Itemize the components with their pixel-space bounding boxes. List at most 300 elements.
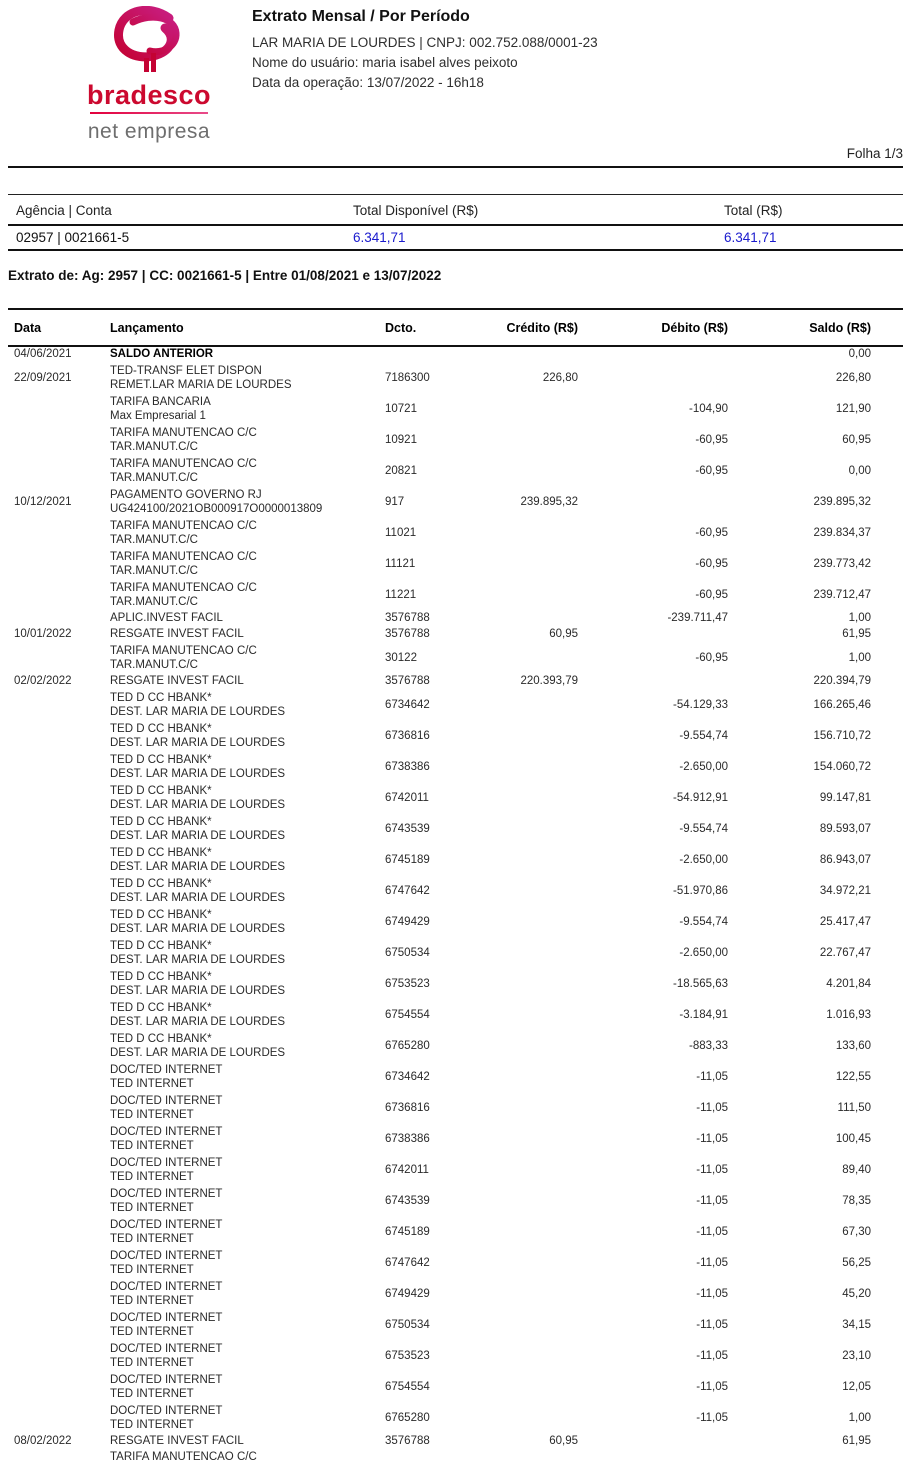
txn-balance: 111,50 xyxy=(837,1101,871,1114)
transaction-row xyxy=(8,363,903,394)
transaction-row xyxy=(8,580,903,611)
transaction-row xyxy=(8,1450,903,1460)
txn-description xyxy=(104,394,380,425)
txn-description-line1: TARIFA MANUTENCAO C/C xyxy=(110,551,257,563)
txn-date xyxy=(8,721,104,752)
txn-description xyxy=(104,549,380,580)
txn-credit xyxy=(458,1124,578,1155)
header-text xyxy=(252,6,598,93)
txn-debit xyxy=(578,487,728,518)
txn-credit xyxy=(458,845,578,876)
total-disponivel-value: 6.341,71 xyxy=(353,230,406,245)
txn-debit: -11,05 xyxy=(696,1163,728,1176)
txn-description-line1: DOC/TED INTERNET xyxy=(110,1250,223,1262)
txn-date: 10/12/2021 xyxy=(14,495,72,508)
txn-balance: 239.773,42 xyxy=(813,557,871,570)
txn-description-line1: TED D CC HBANK* xyxy=(110,847,212,859)
txn-description xyxy=(104,752,380,783)
txn-description-line1: DOC/TED INTERNET xyxy=(110,1281,223,1293)
txn-balance: 1,00 xyxy=(848,612,871,625)
txn-description xyxy=(104,1124,380,1155)
txn-date xyxy=(8,783,104,814)
txn-description-line1: SALDO ANTERIOR xyxy=(110,348,214,361)
txn-document-number: 6749429 xyxy=(385,915,430,928)
txn-description-line2: DEST. LAR MARIA DE LOURDES xyxy=(110,984,286,997)
txn-description-line2: Max Empresarial 1 xyxy=(110,409,206,422)
txn-balance: 89.593,07 xyxy=(819,822,871,835)
txn-debit: -11,05 xyxy=(696,1070,728,1083)
transaction-row xyxy=(8,1434,903,1450)
txn-balance: 45,20 xyxy=(842,1287,871,1300)
txn-credit xyxy=(458,346,578,363)
txn-document-number: 10921 xyxy=(385,433,417,446)
txn-document-number: 11021 xyxy=(385,526,417,539)
txn-date: 10/01/2022 xyxy=(14,628,72,641)
txn-date xyxy=(8,1372,104,1403)
txn-document-number: 6745189 xyxy=(385,853,430,866)
txn-document-number: 30122 xyxy=(385,651,417,664)
txn-document-number xyxy=(380,346,458,363)
txn-description-line1: DOC/TED INTERNET xyxy=(110,1095,223,1107)
txn-date xyxy=(8,549,104,580)
transaction-row xyxy=(8,752,903,783)
col-agencia-conta: Agência | Conta xyxy=(8,195,345,226)
txn-description-line1: TED D CC HBANK* xyxy=(110,692,212,704)
txn-description xyxy=(104,627,380,643)
col-credito: Crédito (R$) xyxy=(458,309,578,346)
transaction-row xyxy=(8,487,903,518)
txn-credit xyxy=(458,721,578,752)
txn-balance: 61,95 xyxy=(842,628,871,641)
txn-description-line1: TARIFA MANUTENCAO C/C xyxy=(110,458,257,470)
txn-debit xyxy=(578,1434,728,1450)
transaction-row xyxy=(8,938,903,969)
transaction-row xyxy=(8,674,903,690)
txn-document-number: 6765280 xyxy=(385,1039,430,1052)
txn-balance: 99.147,81 xyxy=(819,791,871,804)
txn-description-line1: DOC/TED INTERNET xyxy=(110,1312,223,1324)
txn-balance: 226,80 xyxy=(835,371,871,384)
txn-description xyxy=(104,1434,380,1450)
txn-date xyxy=(8,1279,104,1310)
txn-description xyxy=(104,1062,380,1093)
txn-credit xyxy=(458,1341,578,1372)
txn-date xyxy=(8,907,104,938)
transaction-row xyxy=(8,1031,903,1062)
txn-description xyxy=(104,1031,380,1062)
txn-debit: -2.650,00 xyxy=(679,946,728,959)
txn-balance: 0,00 xyxy=(848,464,871,477)
transaction-row xyxy=(8,627,903,643)
txn-credit xyxy=(458,580,578,611)
txn-description-line2: TED INTERNET xyxy=(110,1356,194,1369)
txn-balance: 220.394,79 xyxy=(813,675,871,688)
txn-debit: -2.650,00 xyxy=(679,760,728,773)
txn-description-line2: DEST. LAR MARIA DE LOURDES xyxy=(110,798,286,811)
txn-debit: -11,05 xyxy=(696,1225,728,1238)
txn-document-number: 6753523 xyxy=(385,977,430,990)
txn-debit: -9.554,74 xyxy=(679,729,728,742)
txn-description-line2: DEST. LAR MARIA DE LOURDES xyxy=(110,829,286,842)
txn-document-number: 3576788 xyxy=(385,628,430,641)
txn-description-line1: DOC/TED INTERNET xyxy=(110,1157,223,1169)
txn-description-line1: DOC/TED INTERNET xyxy=(110,1405,223,1417)
txn-description-line1: DOC/TED INTERNET xyxy=(110,1219,223,1231)
operation-date-line: Data da operação: 13/07/2022 - 16h18 xyxy=(252,75,484,90)
txn-description-line1: TED-TRANSF ELET DISPON xyxy=(110,365,262,377)
txn-date: 02/02/2022 xyxy=(14,675,72,688)
header-divider xyxy=(8,166,903,168)
total-value: 6.341,71 xyxy=(724,230,777,245)
txn-credit xyxy=(458,1310,578,1341)
txn-description xyxy=(104,1341,380,1372)
txn-document-number: 11221 xyxy=(385,588,417,601)
txn-description xyxy=(104,1186,380,1217)
txn-date xyxy=(8,1124,104,1155)
txn-credit xyxy=(458,549,578,580)
transaction-row xyxy=(8,643,903,674)
txn-balance: 122,55 xyxy=(835,1070,871,1083)
brand-name: bradesco xyxy=(86,80,212,110)
txn-debit xyxy=(578,627,728,643)
txn-description xyxy=(104,969,380,1000)
txn-credit xyxy=(458,425,578,456)
txn-debit: -11,05 xyxy=(696,1349,728,1362)
txn-description-line2: TED INTERNET xyxy=(110,1077,194,1090)
txn-balance: 100,45 xyxy=(835,1132,871,1145)
agencia-conta-value: 02957 | 0021661-5 xyxy=(16,230,130,245)
transaction-row xyxy=(8,611,903,627)
txn-description-line2: DEST. LAR MARIA DE LOURDES xyxy=(110,860,286,873)
txn-balance: 60,95 xyxy=(842,433,871,446)
txn-description-line2: TED INTERNET xyxy=(110,1263,194,1276)
transaction-row xyxy=(8,845,903,876)
txn-debit: -2.650,00 xyxy=(679,853,728,866)
txn-date xyxy=(8,456,104,487)
txn-date xyxy=(8,1248,104,1279)
col-data: Data xyxy=(8,309,104,346)
txn-description xyxy=(104,814,380,845)
txn-description-line2: REMET.LAR MARIA DE LOURDES xyxy=(110,378,292,391)
txn-credit: 239.895,32 xyxy=(520,495,578,508)
txn-document-number: 6738386 xyxy=(385,1132,430,1145)
txn-balance: 166.265,46 xyxy=(813,698,871,711)
txn-credit: 226,80 xyxy=(542,371,578,384)
txn-credit xyxy=(458,1031,578,1062)
user-line: Nome do usuário: maria isabel alves peixoto xyxy=(252,55,518,70)
txn-date xyxy=(8,1031,104,1062)
txn-document-number: 6747642 xyxy=(385,1256,430,1269)
txn-description-line1: TARIFA MANUTENCAO C/C xyxy=(110,645,257,657)
page-number: Folha 1/3 xyxy=(846,146,903,161)
txn-balance: 22.767,47 xyxy=(819,946,871,959)
txn-description-line2: DEST. LAR MARIA DE LOURDES xyxy=(110,953,286,966)
txn-description-line1: TED D CC HBANK* xyxy=(110,754,212,766)
txn-description-line1: TARIFA MANUTENCAO C/C xyxy=(110,520,257,532)
txn-description-line1: TED D CC HBANK* xyxy=(110,816,212,828)
brand-subtitle: net empresa xyxy=(87,120,211,143)
txn-balance: 156.710,72 xyxy=(813,729,871,742)
txn-description xyxy=(104,1403,380,1434)
statement-scope-line: Extrato de: Ag: 2957 | CC: 0021661-5 | Entre 01/08/2021 e 13/07/2022 xyxy=(8,268,442,283)
txn-date xyxy=(8,752,104,783)
txn-debit: -11,05 xyxy=(696,1194,728,1207)
txn-credit xyxy=(458,690,578,721)
txn-description-line1: TARIFA MANUTENCAO C/C xyxy=(110,427,257,439)
txn-debit: -11,05 xyxy=(696,1318,728,1331)
txn-balance: 86.943,07 xyxy=(819,853,871,866)
transaction-row xyxy=(8,721,903,752)
txn-description-line2: DEST. LAR MARIA DE LOURDES xyxy=(110,891,286,904)
txn-document-number: 3576788 xyxy=(385,1435,430,1448)
txn-date xyxy=(8,1310,104,1341)
txn-description-line1: RESGATE INVEST FACIL xyxy=(110,675,244,688)
txn-description-line1: TED D CC HBANK* xyxy=(110,940,212,952)
txn-credit xyxy=(458,611,578,627)
txn-debit: -11,05 xyxy=(696,1256,728,1269)
txn-description xyxy=(104,1279,380,1310)
txn-balance: 61,95 xyxy=(842,1435,871,1448)
txn-description xyxy=(104,1310,380,1341)
txn-description-line1: RESGATE INVEST FACIL xyxy=(110,628,244,641)
txn-description-line1: TARIFA MANUTENCAO C/C xyxy=(110,1451,257,1460)
txn-debit: -11,05 xyxy=(696,1101,728,1114)
txn-document-number: 6736816 xyxy=(385,1101,430,1114)
txn-balance xyxy=(728,1450,903,1460)
transaction-row xyxy=(8,1310,903,1341)
txn-description-line1: TED D CC HBANK* xyxy=(110,1033,212,1045)
txn-credit xyxy=(458,1217,578,1248)
txn-description-line2: TAR.MANUT.C/C xyxy=(110,595,198,608)
txn-description-line2: TED INTERNET xyxy=(110,1108,194,1121)
txn-debit: -18.565,63 xyxy=(673,977,728,990)
txn-description-line2: UG424100/2021OB000917O0000013809 xyxy=(110,502,323,515)
txn-debit: -51.970,86 xyxy=(673,884,728,897)
txn-credit xyxy=(458,394,578,425)
txn-date xyxy=(8,1403,104,1434)
txn-description-line2: TED INTERNET xyxy=(110,1418,194,1431)
txn-credit xyxy=(458,1279,578,1310)
txn-document-number: 10721 xyxy=(385,402,417,415)
txn-document-number xyxy=(380,1450,458,1460)
txn-document-number: 6747642 xyxy=(385,884,430,897)
txn-debit: -11,05 xyxy=(696,1380,728,1393)
txn-description-line1: DOC/TED INTERNET xyxy=(110,1374,223,1386)
txn-debit: -11,05 xyxy=(696,1287,728,1300)
col-total: Total (R$) xyxy=(716,195,903,226)
txn-description xyxy=(104,346,380,363)
txn-balance: 239.895,32 xyxy=(813,495,871,508)
txn-document-number: 6765280 xyxy=(385,1411,430,1424)
transaction-row xyxy=(8,1403,903,1434)
txn-description-line2: TAR.MANUT.C/C xyxy=(110,564,198,577)
transaction-row xyxy=(8,1000,903,1031)
txn-description-line1: PAGAMENTO GOVERNO RJ xyxy=(110,489,262,501)
col-saldo: Saldo (R$) xyxy=(728,309,903,346)
txn-balance: 12,05 xyxy=(842,1380,871,1393)
txn-debit xyxy=(578,1450,728,1460)
txn-credit xyxy=(458,907,578,938)
txn-document-number: 6742011 xyxy=(385,791,429,804)
txn-document-number: 6749429 xyxy=(385,1287,430,1300)
txn-document-number: 6750534 xyxy=(385,946,430,959)
txn-document-number: 20821 xyxy=(385,464,417,477)
txn-description-line2: TAR.MANUT.C/C xyxy=(110,658,198,671)
txn-balance: 121,90 xyxy=(835,402,871,415)
txn-description xyxy=(104,674,380,690)
transaction-row xyxy=(8,1155,903,1186)
txn-debit: -9.554,74 xyxy=(679,915,728,928)
account-summary-header-row xyxy=(8,195,903,226)
txn-description-line2: TED INTERNET xyxy=(110,1201,194,1214)
transaction-row xyxy=(8,1341,903,1372)
txn-date xyxy=(8,611,104,627)
document-header xyxy=(8,0,903,144)
transaction-row xyxy=(8,346,903,363)
transaction-row xyxy=(8,425,903,456)
txn-date: 22/09/2021 xyxy=(14,371,72,384)
transaction-row xyxy=(8,1372,903,1403)
txn-date: 08/02/2022 xyxy=(14,1435,72,1448)
txn-description-line1: TED D CC HBANK* xyxy=(110,878,212,890)
account-summary-row xyxy=(8,225,903,250)
txn-description xyxy=(104,1217,380,1248)
txn-description-line2: TAR.MANUT.C/C xyxy=(110,440,198,453)
txn-description-line1: TED D CC HBANK* xyxy=(110,1002,212,1014)
transaction-row xyxy=(8,1186,903,1217)
txn-balance: 89,40 xyxy=(842,1163,871,1176)
txn-balance: 1,00 xyxy=(848,651,871,664)
txn-description-line2: DEST. LAR MARIA DE LOURDES xyxy=(110,1015,286,1028)
txn-document-number: 6736816 xyxy=(385,729,430,742)
txn-description xyxy=(104,1450,380,1460)
txn-description-line2: TED INTERNET xyxy=(110,1170,194,1183)
txn-credit xyxy=(458,876,578,907)
txn-document-number: 6734642 xyxy=(385,698,430,711)
transaction-row xyxy=(8,1217,903,1248)
col-total-disponivel: Total Disponível (R$) xyxy=(345,195,716,226)
txn-document-number: 3576788 xyxy=(385,675,430,688)
txn-credit xyxy=(458,1155,578,1186)
txn-description-line1: TED D CC HBANK* xyxy=(110,723,212,735)
txn-credit: 220.393,79 xyxy=(520,675,578,688)
txn-debit: -239.711,47 xyxy=(667,612,728,625)
txn-description-line1: TED D CC HBANK* xyxy=(110,971,212,983)
txn-description-line2: TED INTERNET xyxy=(110,1387,194,1400)
txn-debit: -11,05 xyxy=(696,1132,728,1145)
txn-credit xyxy=(458,752,578,783)
txn-credit xyxy=(458,1248,578,1279)
txn-balance: 56,25 xyxy=(842,1256,871,1269)
txn-debit xyxy=(578,363,728,394)
txn-description-line2: DEST. LAR MARIA DE LOURDES xyxy=(110,1046,286,1059)
txn-debit: -60,95 xyxy=(695,464,728,477)
txn-date xyxy=(8,969,104,1000)
txn-description-line2: DEST. LAR MARIA DE LOURDES xyxy=(110,922,286,935)
txn-description xyxy=(104,643,380,674)
txn-balance: 239.712,47 xyxy=(813,588,871,601)
col-dcto: Dcto. xyxy=(380,309,458,346)
account-summary-table xyxy=(8,194,903,251)
txn-description xyxy=(104,690,380,721)
company-line: LAR MARIA DE LOURDES | CNPJ: 002.752.088/0001-23 xyxy=(252,35,598,50)
txn-balance: 1.016,93 xyxy=(826,1008,871,1021)
txn-date xyxy=(8,1217,104,1248)
txn-description xyxy=(104,1155,380,1186)
txn-credit xyxy=(458,783,578,814)
txn-credit xyxy=(458,814,578,845)
transactions-table xyxy=(8,308,903,1460)
txn-debit: -60,95 xyxy=(695,651,728,664)
txn-description xyxy=(104,611,380,627)
txn-credit xyxy=(458,518,578,549)
txn-date xyxy=(8,643,104,674)
txn-description-line1: DOC/TED INTERNET xyxy=(110,1126,223,1138)
txn-description-line1: APLIC.INVEST FACIL xyxy=(110,612,223,625)
transaction-row xyxy=(8,394,903,425)
transaction-row xyxy=(8,456,903,487)
txn-description-line2: TAR.MANUT.C/C xyxy=(110,533,198,546)
brand-underline xyxy=(90,112,208,114)
txn-description-line1: TARIFA MANUTENCAO C/C xyxy=(110,582,257,594)
txn-description xyxy=(104,456,380,487)
col-lancamento: Lançamento xyxy=(104,309,380,346)
txn-description-line2: DEST. LAR MARIA DE LOURDES xyxy=(110,705,286,718)
txn-date xyxy=(8,394,104,425)
txn-debit xyxy=(578,346,728,363)
txn-debit: -11,05 xyxy=(696,1411,728,1424)
transaction-row xyxy=(8,969,903,1000)
txn-credit xyxy=(458,1000,578,1031)
transactions-body xyxy=(8,346,903,1460)
txn-date: 04/06/2021 xyxy=(14,348,72,361)
transaction-row xyxy=(8,1248,903,1279)
txn-debit: -60,95 xyxy=(695,588,728,601)
txn-balance: 4.201,84 xyxy=(826,977,871,990)
txn-document-number: 6742011 xyxy=(385,1163,429,1176)
txn-balance: 0,00 xyxy=(848,348,871,361)
txn-description xyxy=(104,721,380,752)
txn-description xyxy=(104,1372,380,1403)
transaction-row xyxy=(8,690,903,721)
txn-balance: 1,00 xyxy=(848,1411,871,1424)
txn-description xyxy=(104,783,380,814)
txn-date xyxy=(8,690,104,721)
txn-balance: 34.972,21 xyxy=(819,884,871,897)
bradesco-tree-icon xyxy=(103,6,195,84)
transaction-row xyxy=(8,814,903,845)
txn-debit: -60,95 xyxy=(695,526,728,539)
txn-debit: -60,95 xyxy=(695,433,728,446)
txn-date xyxy=(8,1062,104,1093)
txn-credit xyxy=(458,1450,578,1460)
txn-document-number: 6754554 xyxy=(385,1380,430,1393)
txn-document-number: 6738386 xyxy=(385,760,430,773)
txn-document-number: 3576788 xyxy=(385,612,430,625)
txn-date xyxy=(8,1341,104,1372)
transaction-row xyxy=(8,876,903,907)
txn-credit: 60,95 xyxy=(549,628,578,641)
txn-balance: 78,35 xyxy=(842,1194,871,1207)
txn-description-line1: TARIFA BANCARIA xyxy=(110,396,211,408)
txn-document-number: 6753523 xyxy=(385,1349,430,1362)
txn-description-line1: RESGATE INVEST FACIL xyxy=(110,1435,244,1448)
txn-description-line1: TED D CC HBANK* xyxy=(110,785,212,797)
txn-debit: -54.129,33 xyxy=(673,698,728,711)
txn-description xyxy=(104,938,380,969)
txn-description-line2: TED INTERNET xyxy=(110,1294,194,1307)
transaction-row xyxy=(8,1093,903,1124)
